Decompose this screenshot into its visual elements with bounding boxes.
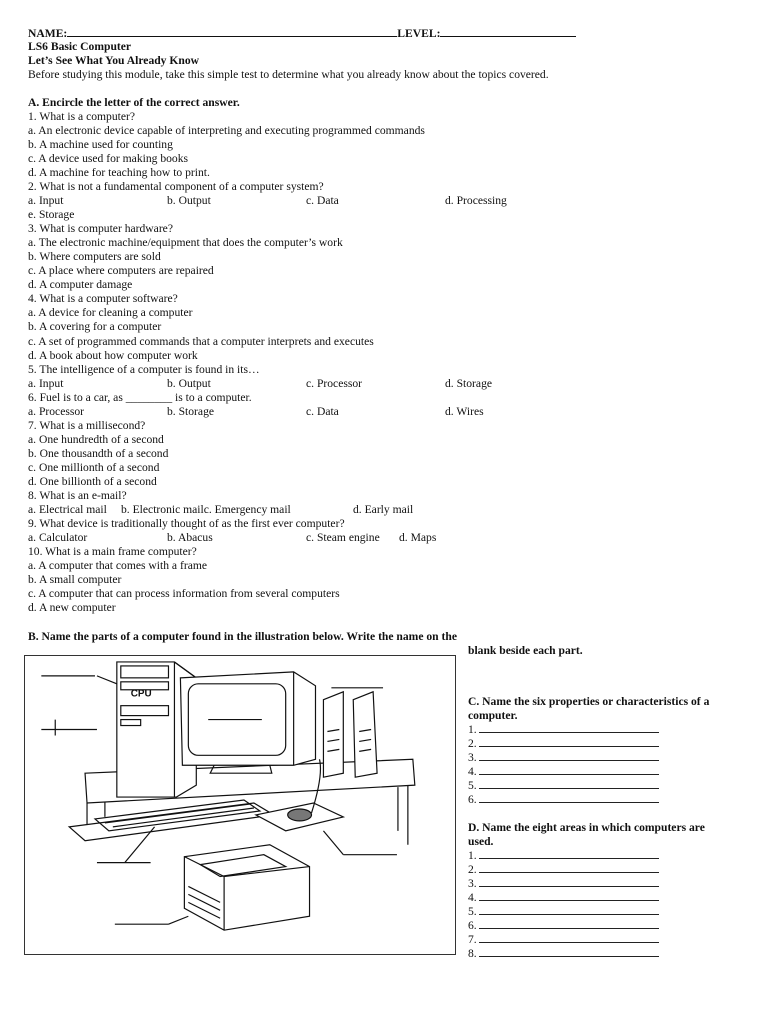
part-d-item-7[interactable]: 7. xyxy=(468,933,659,947)
q4-option-a[interactable]: a. A device for cleaning a computer xyxy=(28,306,193,319)
q4-option-c[interactable]: c. A set of programmed commands that a computer interprets and executes xyxy=(28,335,374,348)
q6-option-a[interactable]: a. Processor xyxy=(28,405,85,418)
q9-option-a[interactable]: a. Calculator xyxy=(28,531,88,544)
part-d-heading-1: D. Name the eight areas in which computers are xyxy=(468,821,705,834)
q8-option-b-c[interactable]: b. Electronic mailc. Emergency mail xyxy=(121,503,291,516)
part-b-heading-cont: blank beside each part. xyxy=(468,644,583,657)
question-3: 3. What is computer hardware? xyxy=(28,222,173,235)
part-c-heading-1: C. Name the six properties or characteristics of a xyxy=(468,695,710,708)
part-d-item-8[interactable]: 8. xyxy=(468,947,659,961)
level-label: LEVEL: xyxy=(397,27,441,40)
q8-option-a[interactable]: a. Electrical mail xyxy=(28,503,107,516)
part-d-item-6[interactable]: 6. xyxy=(468,919,659,933)
question-10: 10. What is a main frame computer? xyxy=(28,545,197,558)
part-c-item-4[interactable]: 4. xyxy=(468,765,659,779)
q7-option-a[interactable]: a. One hundredth of a second xyxy=(28,433,164,446)
q9-option-b[interactable]: b. Abacus xyxy=(167,531,213,544)
q2-option-a[interactable]: a. Input xyxy=(28,194,64,207)
q3-option-d[interactable]: d. A computer damage xyxy=(28,278,133,291)
q5-option-b[interactable]: b. Output xyxy=(167,377,211,390)
part-c-heading-2: computer. xyxy=(468,709,518,722)
q1-option-a[interactable]: a. An electronic device capable of interpreting and executing programmed commands xyxy=(28,124,425,137)
level-blank[interactable] xyxy=(440,26,576,37)
intro-text: Before studying this module, take this simple test to determine what you already know about the topics covered. xyxy=(28,68,549,81)
q1-option-d[interactable]: d. A machine for teaching how to print. xyxy=(28,166,210,179)
q6-option-d[interactable]: d. Wires xyxy=(445,405,484,418)
name-label: NAME: xyxy=(28,27,68,40)
q1-option-c[interactable]: c. A device used for making books xyxy=(28,152,189,165)
q2-option-b[interactable]: b. Output xyxy=(167,194,211,207)
part-d-item-2[interactable]: 2. xyxy=(468,863,659,877)
q3-option-a[interactable]: a. The electronic machine/equipment that does the computer’s work xyxy=(28,236,343,249)
q2-option-d[interactable]: d. Processing xyxy=(445,194,507,207)
cpu-label: CPU xyxy=(130,688,152,700)
q10-option-c[interactable]: c. A computer that can process information from several computers xyxy=(28,587,340,600)
q7-option-c[interactable]: c. One millionth of a second xyxy=(28,461,160,474)
question-1: 1. What is a computer? xyxy=(28,110,135,123)
part-c-item-5[interactable]: 5. xyxy=(468,779,659,793)
q3-option-c[interactable]: c. A place where computers are repaired xyxy=(28,264,214,277)
part-d-item-1[interactable]: 1. xyxy=(468,849,659,863)
computer-illustration xyxy=(24,655,456,955)
q10-option-a[interactable]: a. A computer that comes with a frame xyxy=(28,559,208,572)
name-field-row xyxy=(28,26,576,41)
q4-option-b[interactable]: b. A covering for a computer xyxy=(28,320,162,333)
part-a-heading: A. Encircle the letter of the correct answer. xyxy=(28,96,240,109)
course-title: LS6 Basic Computer xyxy=(28,40,132,53)
q5-option-c[interactable]: c. Processor xyxy=(306,377,363,390)
q3-option-b[interactable]: b. Where computers are sold xyxy=(28,250,161,263)
q6-option-b[interactable]: b. Storage xyxy=(167,405,215,418)
question-9: 9. What device is traditionally thought of as the first ever computer? xyxy=(28,517,345,530)
q8-option-d[interactable]: d. Early mail xyxy=(353,503,414,516)
q2-option-e[interactable]: e. Storage xyxy=(28,208,75,221)
q5-option-a[interactable]: a. Input xyxy=(28,377,64,390)
question-2: 2. What is not a fundamental component of a computer system? xyxy=(28,180,324,193)
q9-option-c[interactable]: c. Steam engine xyxy=(306,531,380,544)
q9-option-d[interactable]: d. Maps xyxy=(399,531,437,544)
part-d-heading-2: used. xyxy=(468,835,494,848)
q1-option-b[interactable]: b. A machine used for counting xyxy=(28,138,173,151)
q7-option-b[interactable]: b. One thousandth of a second xyxy=(28,447,169,460)
part-b-heading: B. Name the parts of a computer found in the illustration below. Write the name on the xyxy=(28,630,457,643)
question-5: 5. The intelligence of a computer is found in its… xyxy=(28,363,260,376)
question-7: 7. What is a millisecond? xyxy=(28,419,146,432)
part-c-item-1[interactable]: 1. xyxy=(468,723,659,737)
q4-option-d[interactable]: d. A book about how computer work xyxy=(28,349,198,362)
question-8: 8. What is an e-mail? xyxy=(28,489,127,502)
question-6: 6. Fuel is to a car, as ________ is to a computer. xyxy=(28,391,252,404)
part-c-item-3[interactable]: 3. xyxy=(468,751,659,765)
q5-option-d[interactable]: d. Storage xyxy=(445,377,493,390)
part-d-item-5[interactable]: 5. xyxy=(468,905,659,919)
part-c-item-2[interactable]: 2. xyxy=(468,737,659,751)
part-c-item-6[interactable]: 6. xyxy=(468,793,659,807)
q2-option-c[interactable]: c. Data xyxy=(306,194,339,207)
section-title: Let’s See What You Already Know xyxy=(28,54,200,67)
question-4: 4. What is a computer software? xyxy=(28,292,178,305)
computer-drawing xyxy=(25,656,455,954)
name-blank[interactable] xyxy=(67,26,397,37)
q6-option-c[interactable]: c. Data xyxy=(306,405,339,418)
q10-option-d[interactable]: d. A new computer xyxy=(28,601,116,614)
q10-option-b[interactable]: b. A small computer xyxy=(28,573,122,586)
part-d-item-4[interactable]: 4. xyxy=(468,891,659,905)
q7-option-d[interactable]: d. One billionth of a second xyxy=(28,475,157,488)
part-d-item-3[interactable]: 3. xyxy=(468,877,659,891)
